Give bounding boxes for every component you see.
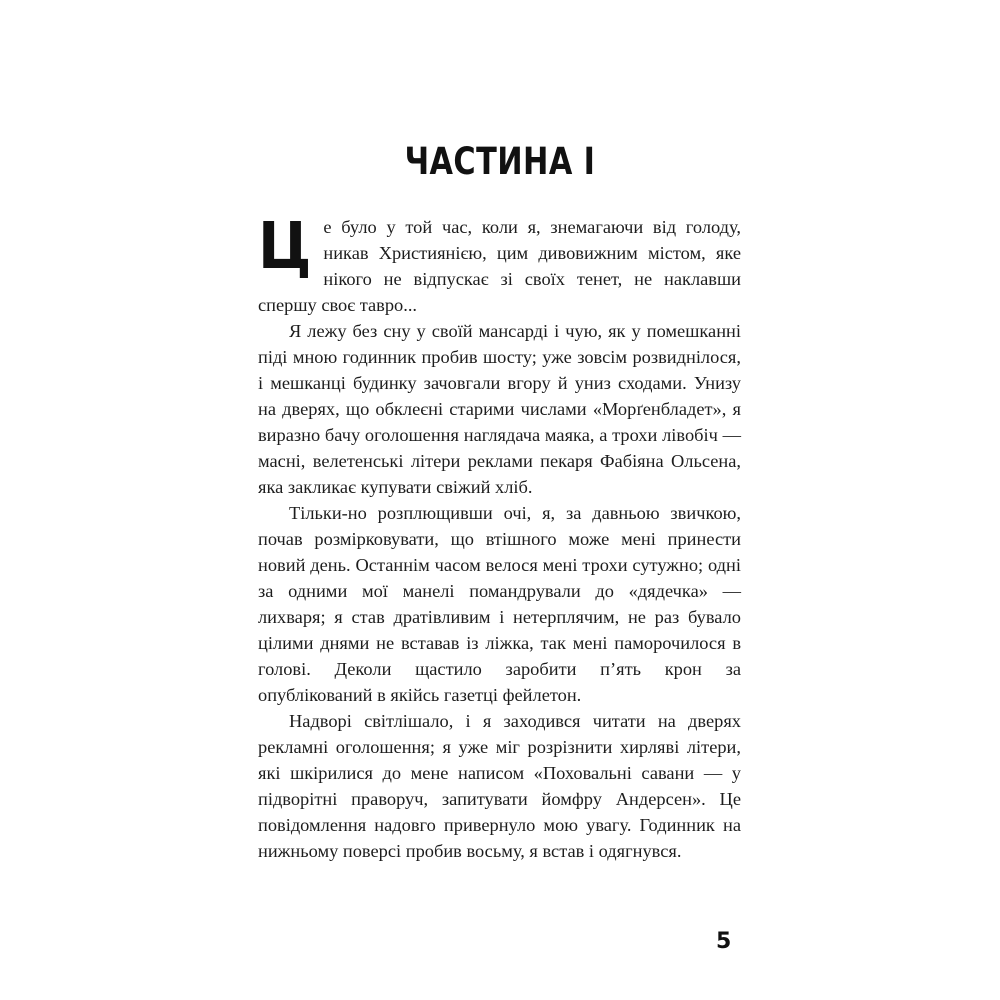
page-number: 5 (716, 929, 732, 954)
paragraph-1-text: е було у той час, коли я, знемагаючи від голоду, никав Християнією, цим дивовижним містом, яке нікого не відпускає зі своїх тенет, не наклавши спершу своє тавро... (258, 217, 741, 315)
paragraph-1 (258, 210, 741, 318)
paragraph-2: Я лежу без сну у своїй мансарді і чую, як у помешканні піді мною годинник пробив шосту; уже зовсім розвиднілося, і мешканці будинку зачовгали вгору й униз сходами. Унизу на дверях, що обклеєні старими числами «Морґенбладет», я виразно бачу оголошення наглядача маяка, а трохи лівобіч — масні, велетенські літери реклами пекаря Фабіяна Ольсена, яка закликає купувати свіжий хліб. (258, 321, 741, 497)
paragraph-3: Тільки-но розплющивши очі, я, за давньою звичкою, почав розмірковувати, що втішного може мені принести новий день. Останнім часом велося мені трохи сутужно; одні за одними мої манелі помандрували до «дядечка» — лихваря; я став дратівливим і нетерплячим, не раз бувало цілими днями не вставав із ліжка, так мені паморочилося в голові. Деколи щастило заробити п’ять крон за опублікований в якійсь газетці фейлетон. (258, 503, 741, 705)
drop-cap: Ц (258, 210, 312, 284)
chapter-title: ЧАСТИНА І (404, 140, 596, 183)
body-text (258, 210, 741, 864)
paragraph-4: Надворі світлішало, і я заходився читати на дверях рекламні оголошення; я уже міг розрізнити хирляві літери, які шкірилися до мене написом «Поховальні савани — у підворітні праворуч, запитувати йомфру Андерсен». Це повідомлення надовго привернуло мою увагу. Годинник на нижньому поверсі пробив восьму, я встав і одягнувся. (258, 711, 741, 861)
